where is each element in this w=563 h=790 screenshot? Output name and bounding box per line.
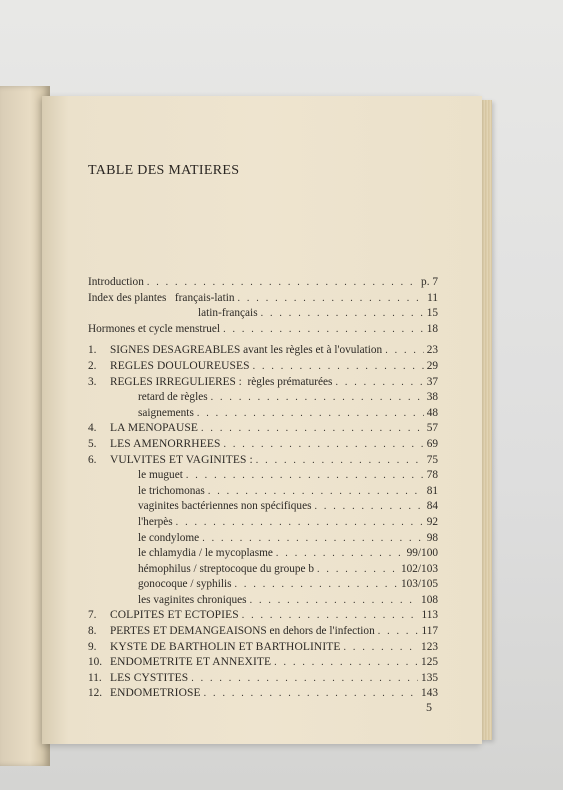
toc-leader-dots bbox=[223, 322, 424, 338]
toc-entry-page: 11 bbox=[427, 291, 438, 304]
toc-entry-number: 5. bbox=[88, 437, 97, 450]
toc-leader-dots bbox=[335, 375, 423, 391]
toc-entry bbox=[88, 291, 438, 307]
toc-entry-page: 92 bbox=[426, 515, 438, 528]
toc-entry-page: 38 bbox=[426, 391, 438, 404]
toc-entry-page: 57 bbox=[426, 422, 438, 435]
toc-entry-page: 99/100 bbox=[406, 547, 438, 560]
toc-entry bbox=[88, 531, 438, 547]
toc-entry bbox=[88, 322, 438, 338]
toc-leader-dots bbox=[201, 421, 424, 437]
toc-entry-title: Hormones et cycle menstruel bbox=[88, 322, 221, 335]
toc-entry-title: retard de règles bbox=[138, 391, 208, 404]
toc-entry-page: 117 bbox=[421, 625, 438, 638]
toc-entry-title: l'herpès bbox=[138, 515, 173, 528]
toc-leader-dots bbox=[274, 655, 418, 671]
toc-entry-number: 8. bbox=[88, 625, 97, 638]
toc-entry-page: 143 bbox=[421, 687, 438, 700]
toc-leader-dots bbox=[344, 640, 419, 656]
toc-entry bbox=[88, 390, 438, 406]
toc-leader-dots bbox=[378, 624, 419, 640]
page-title: TABLE DES MATIERES bbox=[88, 163, 240, 178]
toc-entry-page: 135 bbox=[421, 671, 438, 684]
toc-leader-dots bbox=[276, 546, 404, 562]
toc-entry-title: latin-français bbox=[198, 307, 258, 320]
toc-entry-title: ENDOMETRITE ET ANNEXITE bbox=[110, 656, 272, 669]
toc-entry-page: 75 bbox=[426, 453, 438, 466]
toc-entry-title: les vaginites chroniques bbox=[138, 593, 247, 606]
toc-leader-dots bbox=[202, 531, 424, 547]
table-of-contents bbox=[88, 275, 438, 702]
toc-entry-page: p. 7 bbox=[421, 276, 438, 288]
toc-entry bbox=[88, 375, 438, 391]
toc-entry-title: Index des plantes français-latin bbox=[88, 291, 235, 304]
toc-entry-title: REGLES IRREGULIERES : règles prématurées bbox=[110, 375, 333, 388]
toc-leader-dots bbox=[191, 671, 418, 687]
toc-entry bbox=[88, 406, 438, 422]
toc-entry-page: 98 bbox=[426, 531, 438, 544]
toc-leader-dots bbox=[235, 577, 398, 593]
toc-entry-page: 69 bbox=[426, 437, 438, 450]
toc-entry-number: 3. bbox=[88, 375, 97, 388]
toc-entry-title: le condylome bbox=[138, 531, 200, 544]
toc-leader-dots bbox=[242, 608, 419, 624]
toc-entry bbox=[88, 546, 438, 562]
toc-entry-page: 37 bbox=[426, 375, 438, 388]
toc-leader-dots bbox=[204, 686, 418, 702]
toc-entry bbox=[88, 624, 438, 640]
toc-leader-dots bbox=[211, 390, 424, 406]
toc-entry bbox=[88, 453, 438, 469]
toc-entry-page: 102/103 bbox=[400, 562, 438, 575]
toc-leader-dots bbox=[317, 562, 398, 578]
toc-entry-title: PERTES ET DEMANGEAISONS en dehors de l'infection bbox=[110, 625, 375, 638]
toc-entry bbox=[88, 655, 438, 671]
toc-entry-page: 81 bbox=[426, 484, 438, 497]
toc-entry-number: 9. bbox=[88, 640, 97, 653]
toc-entry-title: hémophilus / streptocoque du groupe b bbox=[138, 562, 315, 575]
toc-entry-number: 7. bbox=[88, 609, 97, 622]
toc-entry bbox=[88, 671, 438, 687]
toc-entry-title: VULVITES ET VAGINITES : bbox=[110, 453, 253, 466]
toc-entry-title: SIGNES DESAGREABLES avant les règles et à l'ovulation bbox=[110, 344, 383, 357]
toc-entry bbox=[88, 343, 438, 359]
toc-entry-page: 108 bbox=[421, 593, 438, 606]
toc-entry-title: le chlamydia / le mycoplasme bbox=[138, 547, 273, 560]
toc-leader-dots bbox=[253, 359, 424, 375]
toc-entry-page: 23 bbox=[426, 344, 438, 357]
toc-entry-title: gonocoque / syphilis bbox=[138, 578, 232, 591]
toc-entry-title: ENDOMETRIOSE bbox=[110, 687, 201, 700]
toc-entry-page: 123 bbox=[421, 640, 438, 653]
toc-entry-number: 2. bbox=[88, 359, 97, 372]
toc-entry bbox=[88, 608, 438, 624]
toc-entry-title: LES CYSTITES bbox=[110, 671, 189, 684]
toc-entry-title: le muguet bbox=[138, 469, 183, 482]
toc-leader-dots bbox=[261, 306, 424, 322]
toc-entry bbox=[88, 484, 438, 500]
toc-entry-number: 4. bbox=[88, 422, 97, 435]
toc-entry bbox=[88, 640, 438, 656]
toc-entry-page: 48 bbox=[426, 406, 438, 419]
toc-entry-number: 12. bbox=[88, 687, 103, 700]
toc-entry bbox=[88, 275, 438, 291]
toc-entry bbox=[88, 421, 438, 437]
toc-leader-dots bbox=[250, 593, 418, 609]
toc-entry-title: LA MENOPAUSE bbox=[110, 422, 199, 435]
toc-entry bbox=[88, 562, 438, 578]
toc-entry-page: 18 bbox=[426, 322, 438, 335]
toc-entry bbox=[88, 515, 438, 531]
toc-entry-title: KYSTE DE BARTHOLIN ET BARTHOLINITE bbox=[110, 640, 341, 653]
toc-entry-number: 11. bbox=[88, 671, 102, 684]
toc-entry bbox=[88, 577, 438, 593]
toc-entry-page: 15 bbox=[426, 307, 438, 320]
toc-leader-dots bbox=[197, 406, 424, 422]
toc-entry bbox=[88, 686, 438, 702]
toc-leader-dots bbox=[238, 291, 425, 307]
toc-leader-dots bbox=[256, 453, 424, 469]
toc-leader-dots bbox=[385, 343, 424, 359]
toc-leader-dots bbox=[147, 275, 418, 291]
toc-entry-page: 84 bbox=[426, 500, 438, 513]
toc-entry-title: Introduction bbox=[88, 276, 144, 288]
toc-entry-page: 103/105 bbox=[400, 578, 438, 591]
toc-entry-page: 29 bbox=[426, 359, 438, 372]
toc-entry bbox=[88, 359, 438, 375]
toc-entry-number: 6. bbox=[88, 453, 97, 466]
toc-entry bbox=[88, 499, 438, 515]
toc-leader-dots bbox=[176, 515, 424, 531]
toc-entry-title: LES AMENORRHEES bbox=[110, 437, 221, 450]
toc-entry bbox=[88, 468, 438, 484]
toc-entry-page: 113 bbox=[421, 609, 438, 622]
toc-leader-dots bbox=[186, 468, 424, 484]
toc-leader-dots bbox=[208, 484, 424, 500]
toc-leader-dots bbox=[223, 437, 423, 453]
toc-entry bbox=[88, 593, 438, 609]
toc-entry bbox=[88, 437, 438, 453]
toc-entry-page: 125 bbox=[421, 656, 438, 669]
toc-entry-title: le trichomonas bbox=[138, 484, 205, 497]
toc-entry-page: 78 bbox=[426, 469, 438, 482]
toc-entry-title: vaginites bactériennes non spécifiques bbox=[138, 500, 312, 513]
toc-entry-number: 1. bbox=[88, 344, 97, 357]
toc-leader-dots bbox=[314, 499, 423, 515]
toc-entry-title: REGLES DOULOUREUSES bbox=[110, 359, 250, 372]
toc-entry-title: COLPITES ET ECTOPIES bbox=[110, 609, 239, 622]
page-number: 5 bbox=[426, 700, 432, 714]
toc-entry-number: 10. bbox=[88, 656, 103, 669]
toc-entry-title: saignements bbox=[138, 406, 194, 419]
toc-entry bbox=[88, 306, 438, 322]
